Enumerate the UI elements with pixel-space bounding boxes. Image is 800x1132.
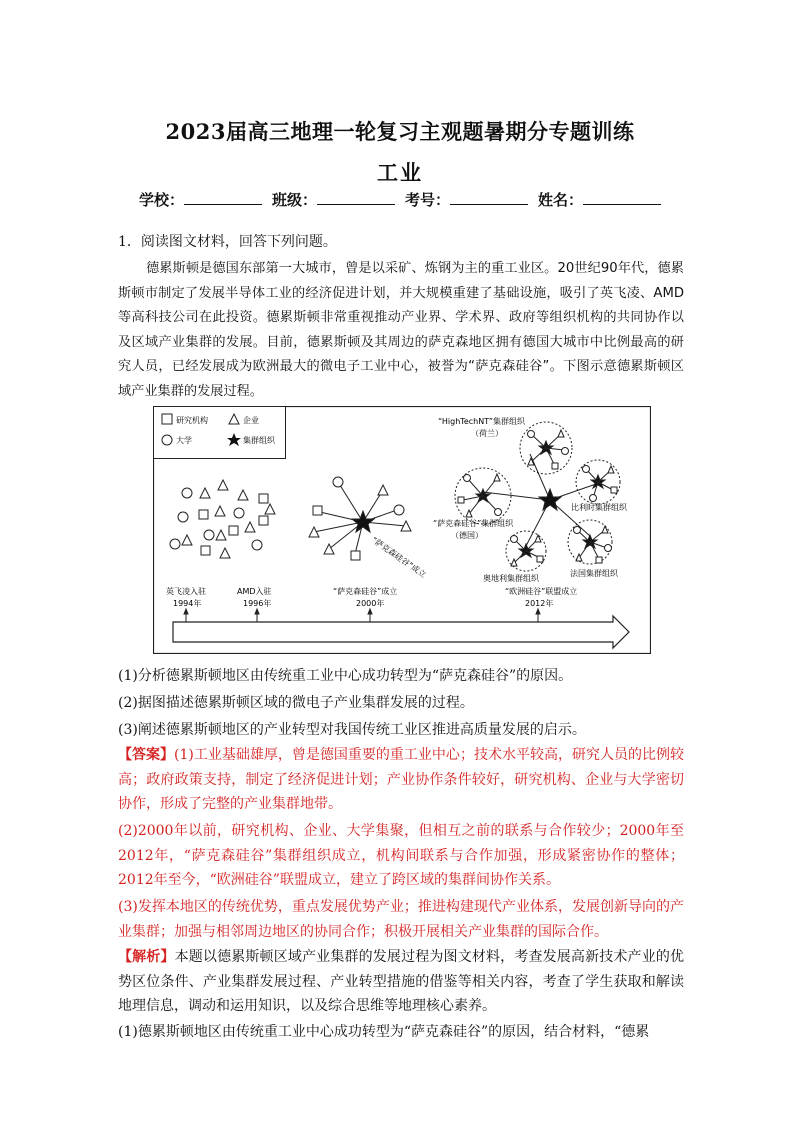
hightech-label: “HighTechNT”集群组织 [438,417,526,426]
document-title: 2023届高三地理一轮复习主观题暑期分专题训练 [165,119,635,144]
answer-1 [118,743,684,817]
answer-3: (3)发挥本地区的传统优势，重点发展优势产业；推进构建现代产业体系，发展创新导向的产业集群；加强与相邻周边地区的协同合作；积极开展相关产业集群的国际合作。 [118,899,684,940]
answer-tag: 【答案】 [118,747,175,763]
analysis-part-1: (1)德累斯顿地区由传统重工业中心成功转型为“萨克森硅谷”的原因，结合材料，“德累 [118,1024,650,1040]
france-label: 法国集群组织 [570,569,618,578]
timeline-year-4: 2012年 [525,599,554,608]
timeline-event-2: AMD入驻 [237,587,272,596]
timeline-event-4: “欧洲硅谷”联盟成立 [505,587,578,596]
document-subtitle: 工业 [377,160,423,185]
name-label: 姓名： [538,191,584,209]
figure-legend [154,407,286,459]
question-stem: 1．阅读图文材料，回答下列问题。 [118,234,337,250]
question-passage: 德累斯顿是德国东部第一大城市，曾是以采矿、炼钢为主的重工业区。20世纪90年代，德累斯顿市制定了发展半导体工业的经济促进计划，并大规模重建了基础设施，吸引了英飞凌、AMD等高科技公司在此投资。德累斯顿非常重视推动产业界、学术界、政府等组织机构的共同协作以及区域产业集群的发展。目前，德累斯顿及其周边的萨克森地区拥有德国大城市中比例最高的研究人员，已经发展成为欧洲最大的微电子工业中心，被誉为“萨克森硅谷”。下图示意德累斯顿区域产业集群的发展过程。 [118,261,684,399]
answer-1-text: (1)工业基础雄厚，曾是德国重要的重工业中心；技术水平较高，研究人员的比例较高；政府政策支持，制定了经济促进计划；产业协作条件较好，研究机构、企业与大学密切协作，形成了完整的产业集群地带。 [118,747,685,813]
student-info-fields [0,189,800,210]
saxony-org-label: “萨克森硅谷”集群组织 [433,519,514,528]
school-label: 学校： [138,191,184,209]
sub-question-2: (2)据图描述德累斯顿区域的微电子产业集群发展的过程。 [118,695,474,711]
netherlands-label: （荷兰） [471,429,503,438]
saxony-valley-founded-label: “萨克森硅谷”成立 [369,535,428,580]
name-blank[interactable] [583,190,661,205]
timeline-year-1: 1994年 [173,599,202,608]
school-blank[interactable] [184,190,262,205]
belgium-label: 比利时集群组织 [571,503,627,512]
exam-no-blank[interactable] [450,190,528,205]
exam-no-label: 考号： [405,191,451,209]
sub-question-1: (1)分析德累斯顿地区由传统重工业中心成功转型为“萨克森硅谷”的原因。 [118,668,573,684]
timeline-year-3: 2000年 [356,599,385,608]
timeline-event-1: 英飞凌入驻 [166,587,206,596]
legend-cluster: 集群组织 [243,436,275,445]
germany-label: （德国） [451,531,483,540]
class-blank[interactable] [317,190,395,205]
analysis-tag: 【解析】 [118,949,175,965]
answer-2: (2)2000年以前，研究机构、企业、大学集聚，但相互之前的联系与合作较少；2000年至2012年，“萨克森硅谷”集群组织成立，机构间联系与合作加强，形成紧密协作的整体；2012年至今，“欧洲硅谷”联盟成立，建立了跨区域的集群间协作关系。 [118,823,684,889]
sub-question-3: (3)阐述德累斯顿地区的产业转型对我国传统工业区推进高质量发展的启示。 [118,722,586,738]
legend-university: 大学 [176,436,192,445]
class-label: 班级： [271,191,317,209]
analysis [118,945,684,1019]
legend-enterprise: 企业 [243,416,259,425]
legend-research: 研究机构 [176,416,208,425]
austria-label: 奥地利集群组织 [483,574,539,583]
analysis-text: 本题以德累斯顿区域产业集群的发展过程为图文材料，考查发展高新技术产业的优势区位条件、产业集群发展过程、产业转型措施的借鉴等相关内容，考查了学生获取和解读地理信息，调动和运用知识，以及综合思维等地理核心素养。 [118,949,685,1015]
timeline-event-3: “萨克森硅谷”成立 [333,587,398,596]
timeline-year-2: 1996年 [243,599,272,608]
cluster-development-figure [153,406,651,654]
